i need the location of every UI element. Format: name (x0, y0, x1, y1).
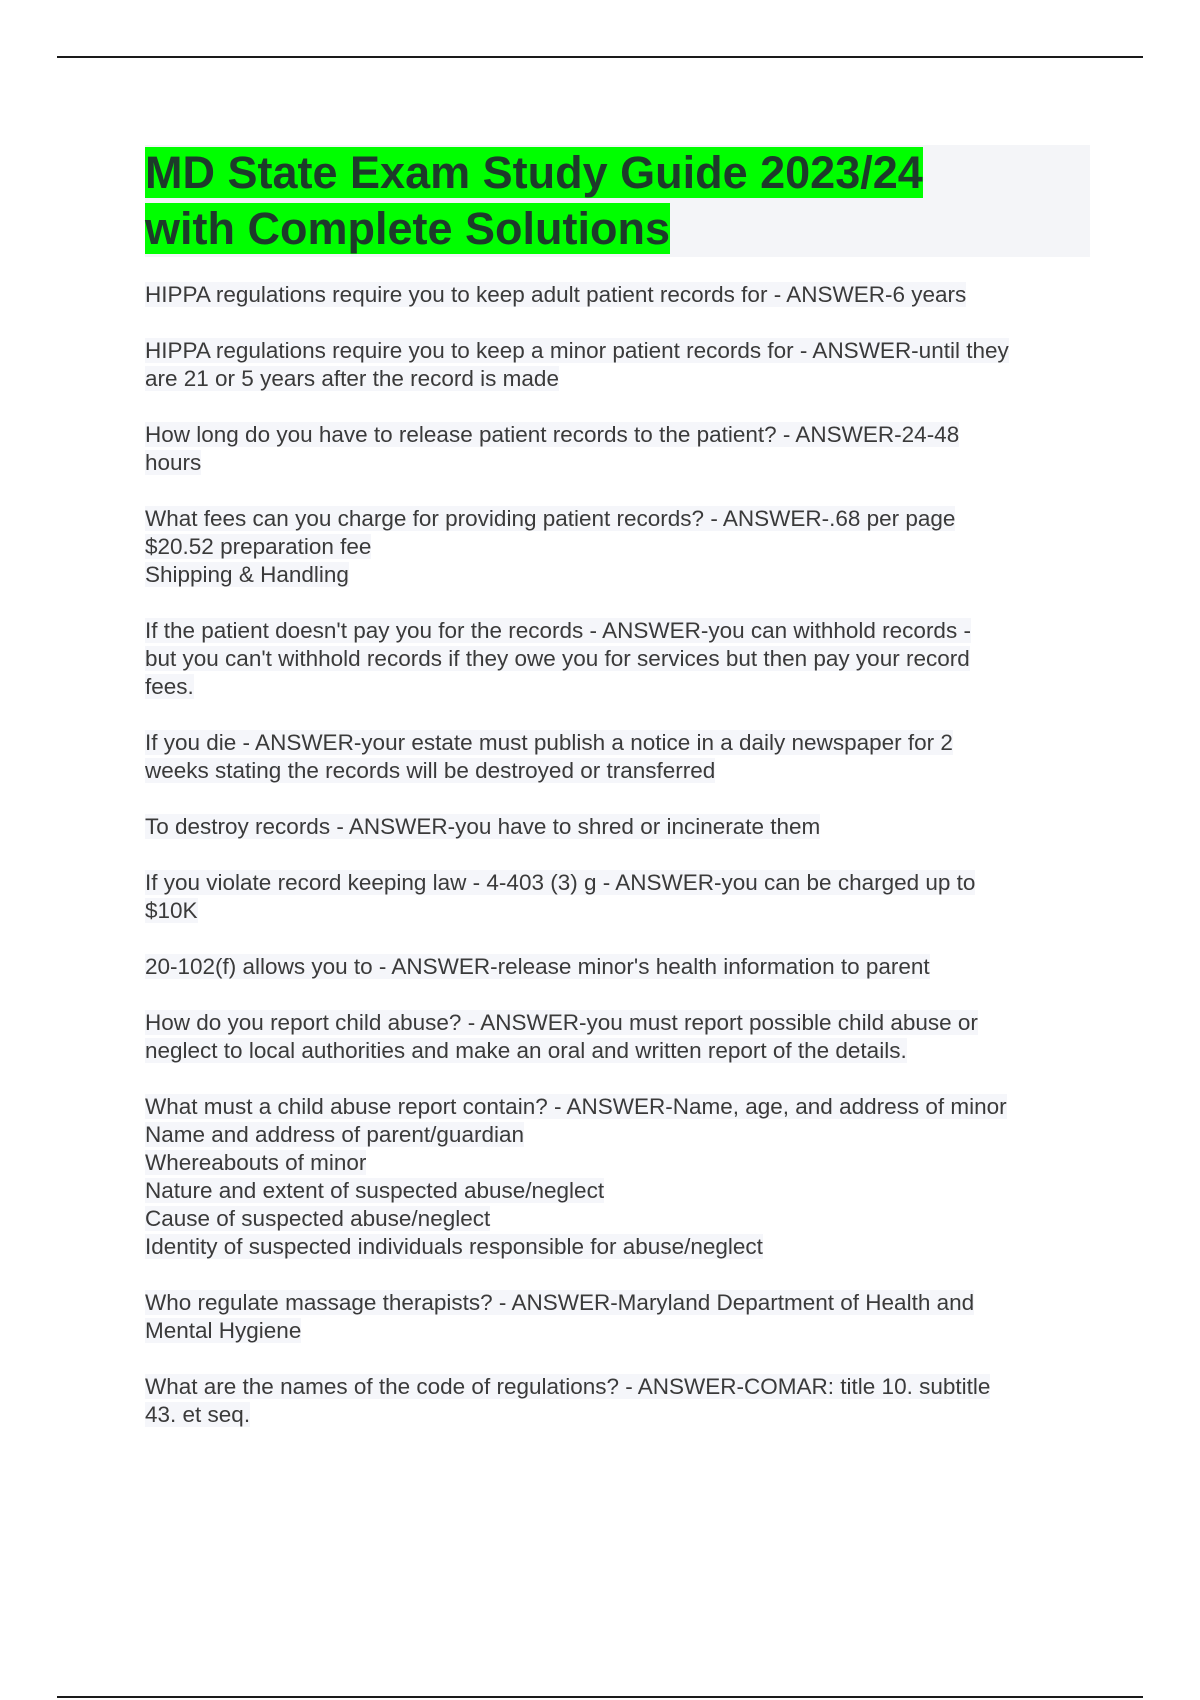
qa-line (145, 1037, 1090, 1065)
qa-line (145, 673, 1090, 701)
qa-line (145, 1401, 1090, 1429)
qa-line (145, 1373, 1090, 1401)
top-rule (57, 56, 1143, 58)
qa-line (145, 505, 1090, 533)
qa-line-text: If you violate record keeping law - 4-403 (3) g - ANSWER-you can be charged up to (145, 870, 976, 895)
document-title (145, 145, 1090, 257)
qa-line (145, 1177, 1090, 1205)
qa-line-text: HIPPA regulations require you to keep a minor patient records for - ANSWER-until they (145, 338, 1009, 363)
qa-line-text: $20.52 preparation fee (145, 534, 372, 559)
qa-item (145, 1373, 1090, 1429)
qa-line (145, 421, 1090, 449)
qa-line (145, 1009, 1090, 1037)
qa-line (145, 1289, 1090, 1317)
qa-item (145, 813, 1090, 841)
qa-line (145, 1121, 1090, 1149)
qa-line-text: Identity of suspected individuals responsible for abuse/neglect (145, 1234, 763, 1259)
qa-line (145, 533, 1090, 561)
qa-line-text: Nature and extent of suspected abuse/neglect (145, 1178, 605, 1203)
qa-line (145, 337, 1090, 365)
qa-item (145, 869, 1090, 925)
qa-line-text: How do you report child abuse? - ANSWER-you must report possible child abuse or (145, 1010, 978, 1035)
qa-line-text: If you die - ANSWER-your estate must publish a notice in a daily newspaper for 2 (145, 730, 953, 755)
qa-item (145, 281, 1090, 309)
qa-item (145, 1009, 1090, 1065)
qa-line-text: If the patient doesn't pay you for the records - ANSWER-you can withhold records - (145, 618, 971, 643)
qa-line-text: but you can't withhold records if they owe you for services but then pay your record (145, 646, 970, 671)
qa-line (145, 729, 1090, 757)
qa-item (145, 421, 1090, 477)
qa-line-text: $10K (145, 898, 198, 923)
qa-line-text: Who regulate massage therapists? - ANSWER-Maryland Department of Health and (145, 1290, 975, 1315)
qa-item (145, 953, 1090, 981)
qa-line-text: Cause of suspected abuse/neglect (145, 1206, 491, 1231)
qa-line-text: are 21 or 5 years after the record is made (145, 366, 559, 391)
qa-line (145, 897, 1090, 925)
qa-line-text: What are the names of the code of regulations? - ANSWER-COMAR: title 10. subtitle (145, 1374, 991, 1399)
qa-line (145, 449, 1090, 477)
qa-line-text: What fees can you charge for providing patient records? - ANSWER-.68 per page (145, 506, 956, 531)
qa-line (145, 813, 1090, 841)
qa-line (145, 1317, 1090, 1345)
qa-line (145, 757, 1090, 785)
qa-line-text: Mental Hygiene (145, 1318, 302, 1343)
qa-list (145, 281, 1090, 1429)
qa-item (145, 1289, 1090, 1345)
qa-item (145, 337, 1090, 393)
document-body (145, 145, 1090, 1457)
qa-item (145, 505, 1090, 589)
qa-line (145, 1205, 1090, 1233)
qa-line-text: 20-102(f) allows you to - ANSWER-release minor's health information to parent (145, 954, 930, 979)
qa-line (145, 953, 1090, 981)
qa-line (145, 1149, 1090, 1177)
qa-line-text: Shipping & Handling (145, 562, 349, 587)
qa-line-text: weeks stating the records will be destroyed or transferred (145, 758, 716, 783)
qa-line-text: HIPPA regulations require you to keep adult patient records for - ANSWER-6 years (145, 282, 967, 307)
qa-line (145, 617, 1090, 645)
title-line-1: MD State Exam Study Guide 2023/24 (145, 147, 923, 198)
qa-line (145, 645, 1090, 673)
qa-line-text: Name and address of parent/guardian (145, 1122, 524, 1147)
qa-item (145, 729, 1090, 785)
qa-line (145, 1093, 1090, 1121)
qa-line (145, 561, 1090, 589)
title-block (145, 145, 1090, 257)
bottom-rule (57, 1696, 1143, 1698)
qa-line-text: neglect to local authorities and make an oral and written report of the details. (145, 1038, 907, 1063)
qa-line (145, 1233, 1090, 1261)
qa-item (145, 617, 1090, 701)
qa-line (145, 281, 1090, 309)
qa-item (145, 1093, 1090, 1261)
qa-line-text: What must a child abuse report contain? - ANSWER-Name, age, and address of minor (145, 1094, 1007, 1119)
qa-line-text: Whereabouts of minor (145, 1150, 367, 1175)
qa-line-text: To destroy records - ANSWER-you have to shred or incinerate them (145, 814, 821, 839)
qa-line-text: 43. et seq. (145, 1402, 251, 1427)
qa-line (145, 365, 1090, 393)
title-line-2: with Complete Solutions (145, 203, 670, 254)
qa-line-text: fees. (145, 674, 194, 699)
qa-line (145, 869, 1090, 897)
qa-line-text: How long do you have to release patient records to the patient? - ANSWER-24-48 (145, 422, 960, 447)
qa-line-text: hours (145, 450, 202, 475)
